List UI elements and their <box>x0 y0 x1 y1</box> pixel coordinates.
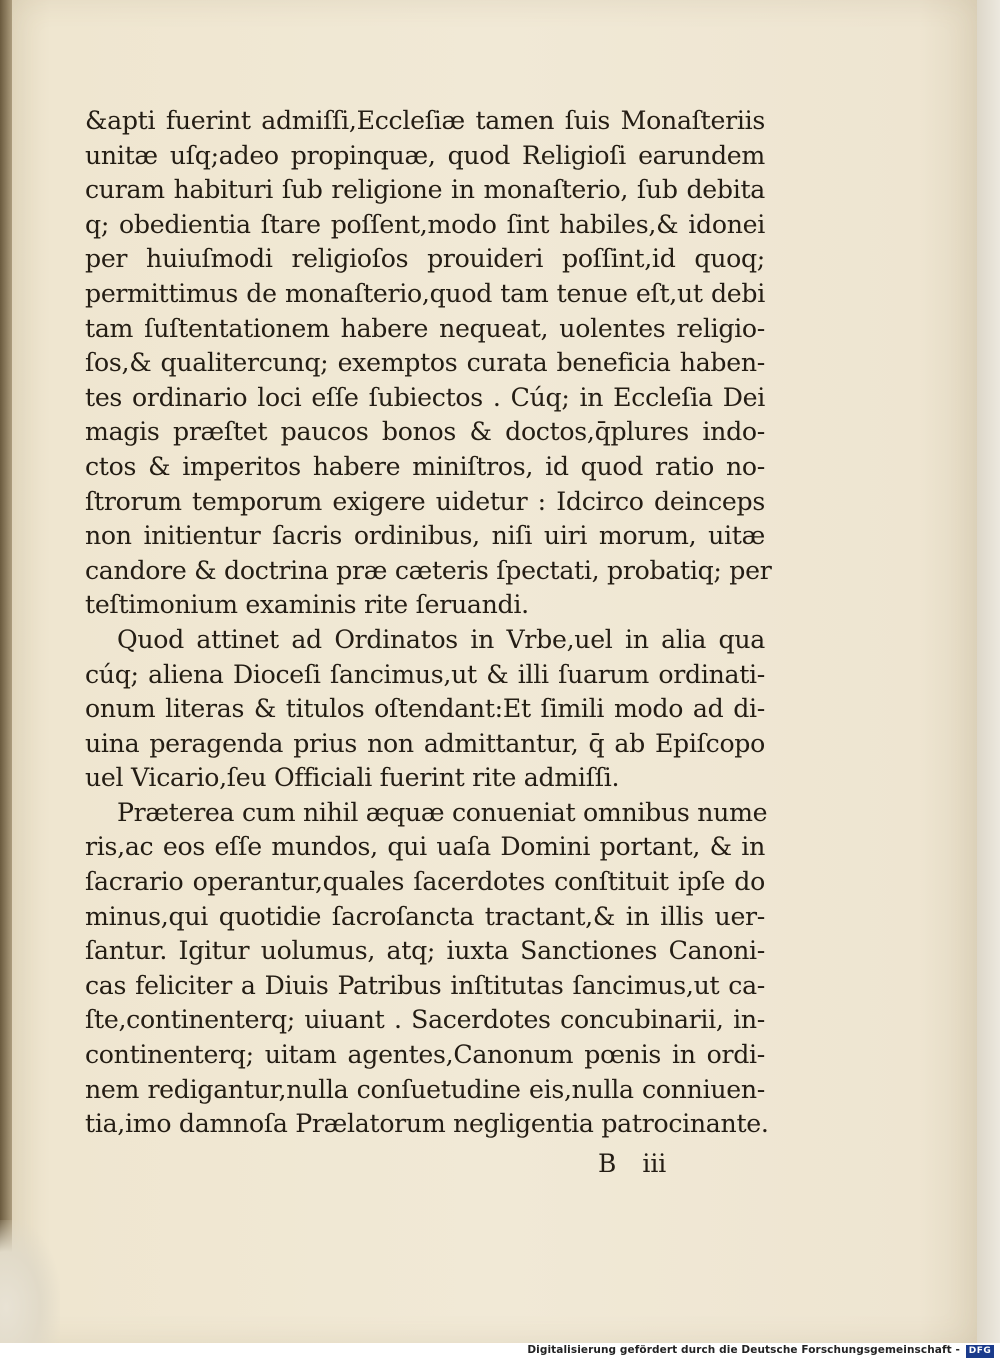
text-line: &apti fuerint admiſſi,Eccleſiæ tamen ſuis Monaſteriis <box>85 106 765 135</box>
latin-text-block <box>85 104 772 1142</box>
text-line: unitæ uſq;adeo propinquæ, quod Religioſi earundem <box>85 140 765 170</box>
digitization-footer <box>0 1343 1000 1361</box>
text-line: candore & doctrina præ cæteris ſpectati, probatiq; per <box>85 555 772 585</box>
text-line: ſos,& qualitercunq; exemptos curata beneficia haben- <box>85 348 765 378</box>
text-line: tia,imo damnoſa Prælatorum negligentia patrocinante. <box>85 1109 769 1139</box>
page-edge <box>977 0 1000 1343</box>
text-line: ris,ac eos eſſe mundos, qui uaſa Domini portant, & in <box>85 832 765 862</box>
text-line: minus,qui quotidie ſacroſancta tractant,& in illis uer- <box>85 901 765 931</box>
dfg-logo-icon: DFG <box>966 1345 994 1358</box>
paragraph-start-line: Quod attinet ad Ordinatos in Vrbe,uel in alia qua <box>117 624 765 654</box>
paragraph-start-line: Præterea cum nihil æquæ conueniat omnibus nume <box>117 797 768 827</box>
text-line: ſacrario operantur,quales ſacerdotes conſtituit ipſe do <box>85 867 765 897</box>
signature-mark: B iii <box>598 1149 667 1178</box>
text-line: continenterq; uitam agentes,Canonum pœnis in ordi- <box>85 1040 765 1070</box>
text-line: non initientur ſacris ordinibus, niſi uiri morum, uitæ <box>85 521 765 551</box>
text-line: q; obedientia ſtare poſſent,modo ſint habiles,& idonei <box>85 209 765 239</box>
text-line: curam habituri ſub religione in monaſterio, ſub debita <box>85 175 765 205</box>
text-line: nem redigantur,nulla conſuetudine eis,nulla conniuen- <box>85 1074 765 1104</box>
text-line: ctos & imperitos habere miniſtros, id quod ratio no- <box>85 451 765 481</box>
text-line: onum literas & titulos oſtendant:Et ſimili modo ad di- <box>85 694 765 724</box>
text-line: tes ordinario loci eſſe ſubiectos . Cúq; in Eccleſia Dei <box>85 382 765 412</box>
text-line: uel Vicario,ſeu Officiali fuerint rite admiſſi. <box>85 763 620 793</box>
text-line: ſte,continenterq; uiuant . Sacerdotes concubinarii, in- <box>85 1005 765 1035</box>
text-line: teſtimonium examinis rite ſeruandi. <box>85 590 529 620</box>
text-line: tam ſuſtentationem habere nequeat, uolentes religio- <box>85 313 765 343</box>
text-line: uina peragenda prius non admittantur, q̄ ab Epiſcopo <box>85 728 765 758</box>
text-line: ſtrorum temporum exigere uidetur : Idcirco deinceps <box>85 486 765 516</box>
text-line: per huiuſmodi religioſos prouideri poſſint,id quoq; <box>85 244 765 274</box>
paper-damage <box>0 1220 60 1345</box>
text-line: ſantur. Igitur uolumus, atq; iuxta Sanctiones Canoni- <box>85 936 765 966</box>
text-line: permittimus de monaſterio,quod tam tenue eſt,ut debi <box>85 278 765 308</box>
text-line: magis præſtet paucos bonos & doctos,q̄plures indo- <box>85 417 765 447</box>
text-line: cas feliciter a Diuis Patribus inſtitutas ſancimus,ut ca- <box>85 970 765 1000</box>
funding-credit: Digitalisierung gefördert durch die Deutsche Forschungsgemeinschaft - <box>527 1344 960 1356</box>
text-line: cúq; aliena Dioceſi ſancimus,ut & illi ſuarum ordinati- <box>85 659 765 689</box>
